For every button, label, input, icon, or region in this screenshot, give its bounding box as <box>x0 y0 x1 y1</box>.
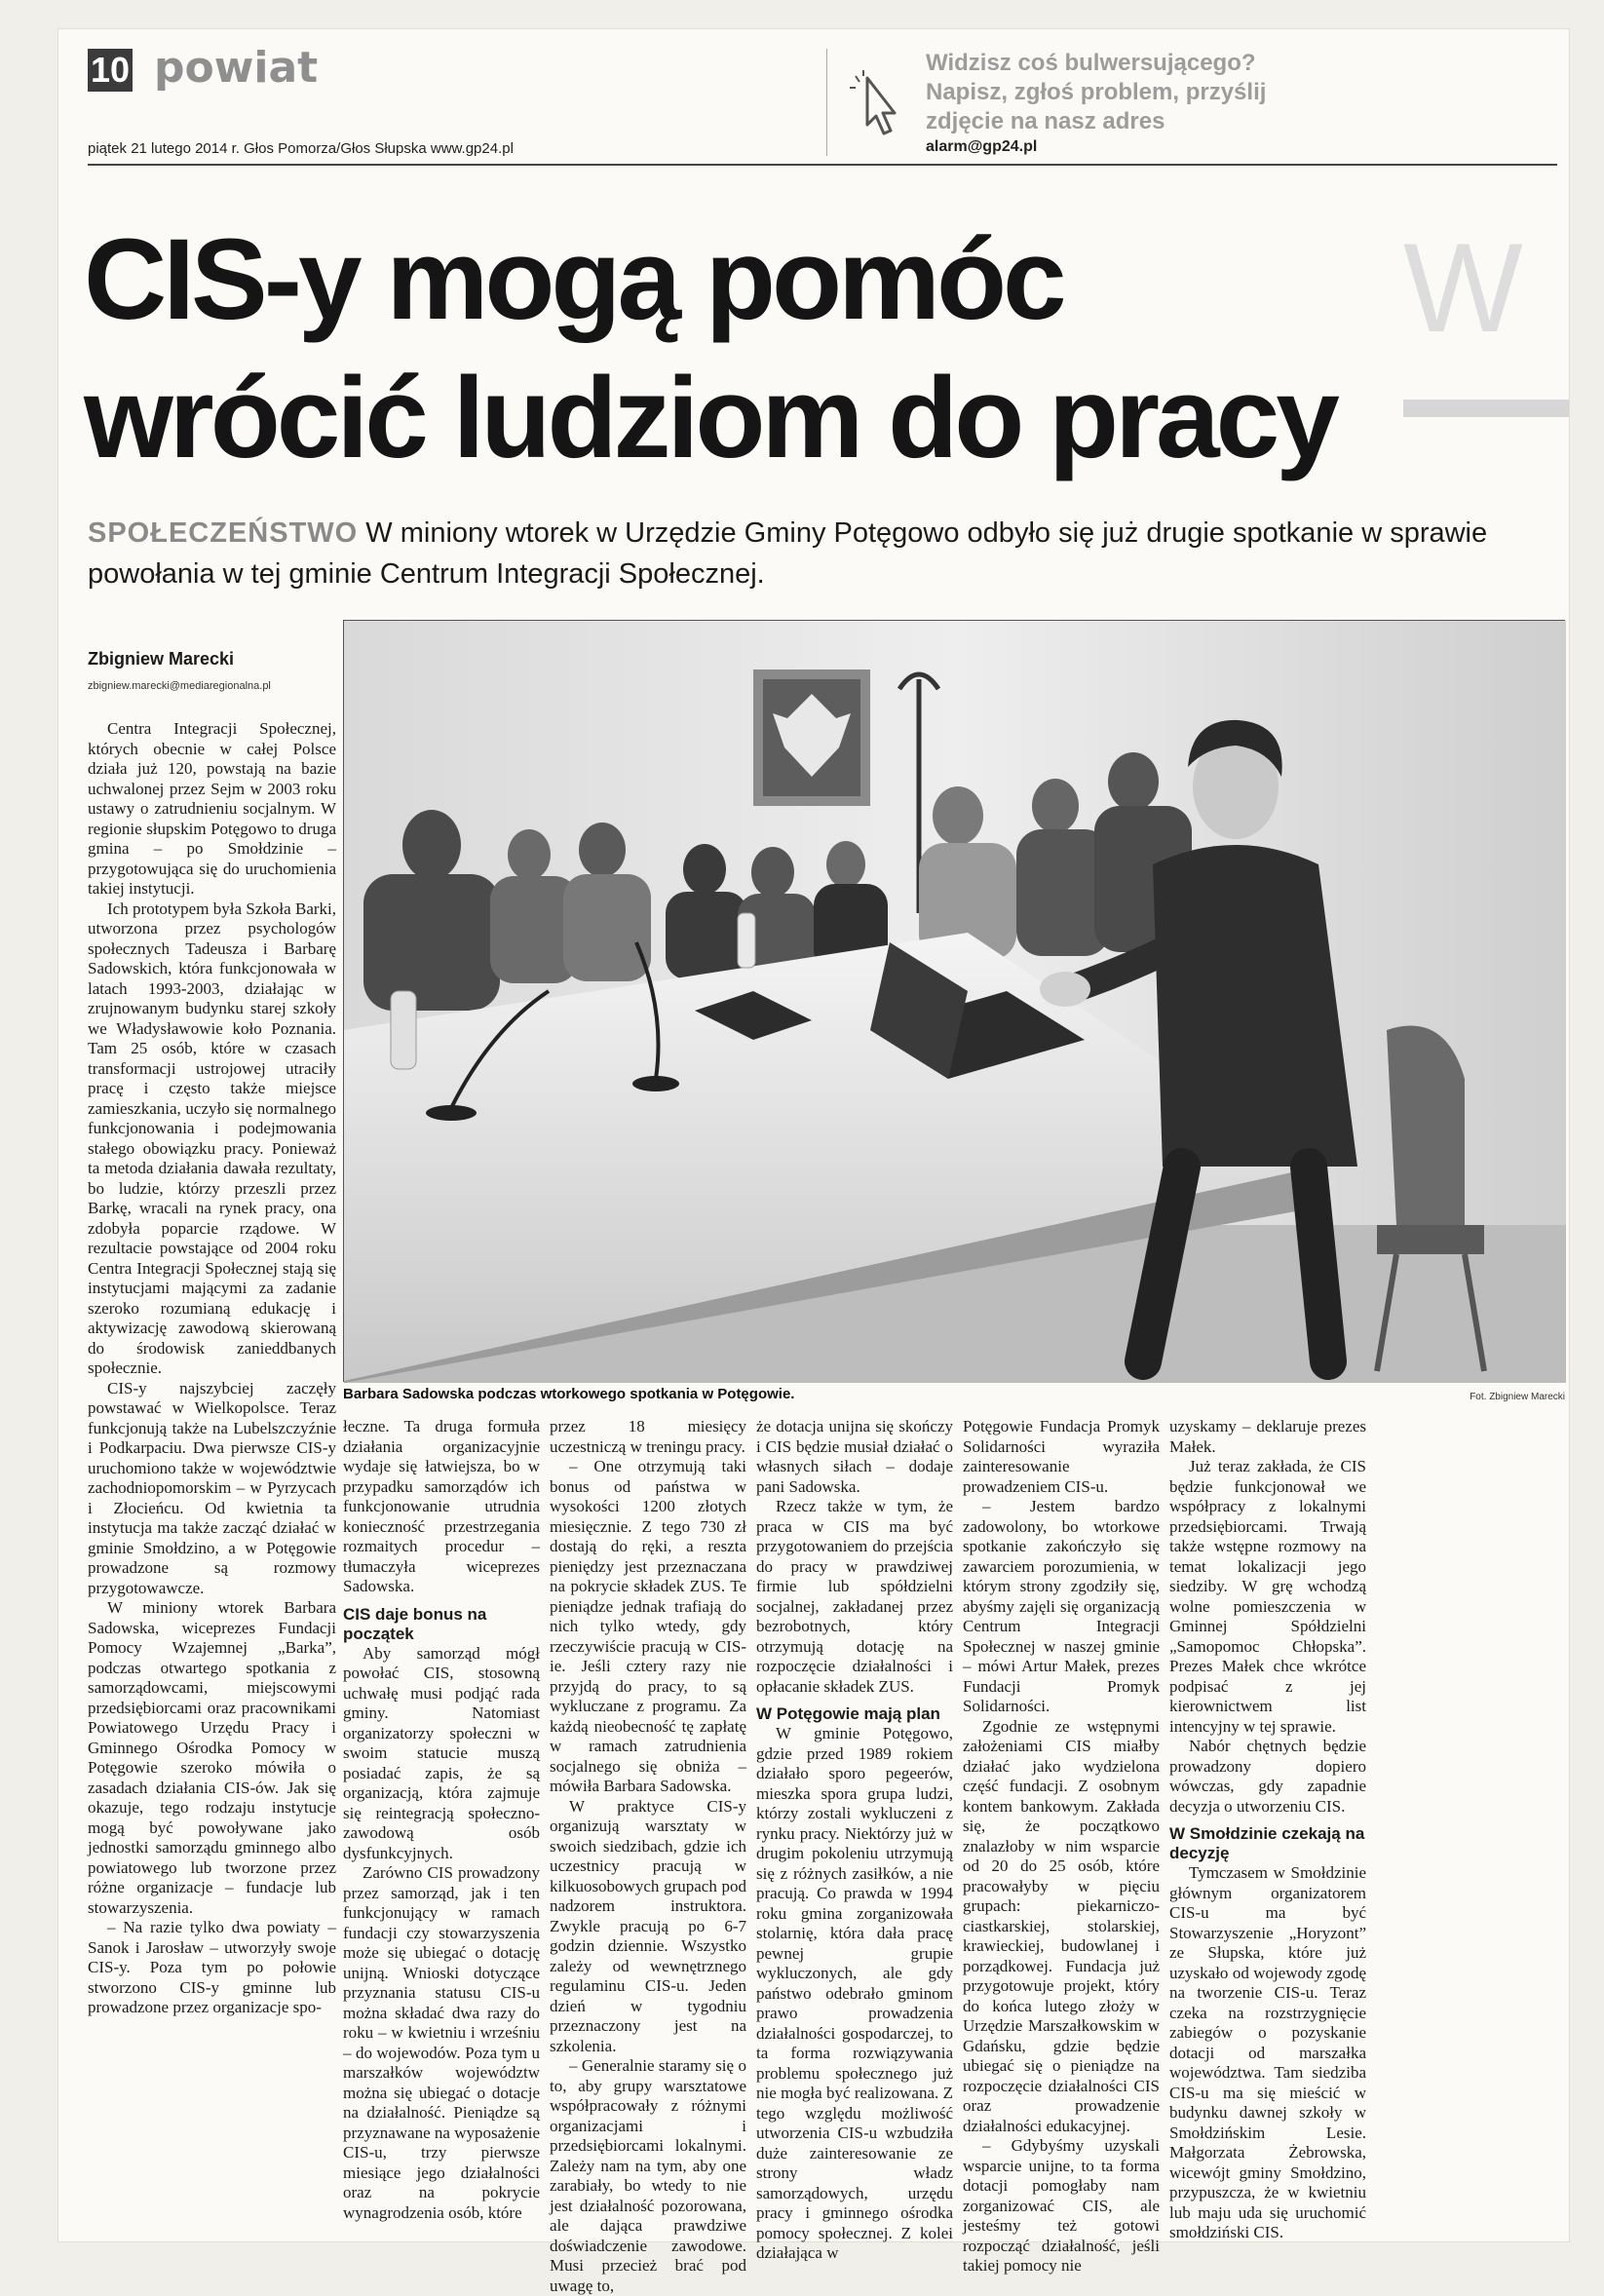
subheading: CIS daje bonus na początek <box>343 1604 487 1643</box>
article-lead <box>88 513 1491 594</box>
paragraph: że dotacja unijna się skończy i CIS będzie musiał działać o własnych siłach – dodaje pani Sadowska. <box>756 1417 953 1496</box>
paragraph: – Generalnie staramy się o to, aby grupy warsztatowe współpracowały z różnymi organizacjami i przedsiębiorcami lokalnymi. Zależy nam na tym, aby one zarabiały, bo wtedy to nie jest działalność pozorowana, ale dająca prawdziwe doświadczenie zawodowe. Musi przecież brać pod uwagę to, <box>550 2056 746 2295</box>
paragraph: Centra Integracji Społecznej, których obecnie w całej Polsce działa już 120, powstają na bazie uchwalonej przez Sejm w 2003 roku ustawy o zatrudnieniu socjalnym. W regionie słupskim Potęgowo to druga gmina – po Smołdzinie – przygotowująca się do uruchomienia takiej instytucji. <box>88 719 336 898</box>
paragraph: Aby samorząd mógł powołać CIS, stosowną uchwałę musi podjąć rada gminy. Natomiast organizatorzy społeczni w swoim statucie muszą posiadać zapis, że są organizacją, która zajmuje się reintegracją społeczno-zawodową osób dysfunkcyjnych. <box>343 1643 540 1862</box>
photo-caption: Barbara Sadowska podczas wtorkowego spotkania w Potęgowie. <box>343 1386 795 1402</box>
section-title: powiat <box>154 43 319 93</box>
paragraph: – Na razie tylko dwa powiaty – Sanok i Jarosław – utworzyły swoje CIS-y. Poza tym po połowie stworzono CIS-y gminne lub prowadzone przez organizacje spo- <box>88 1918 336 2016</box>
alarm-email[interactable]: alarm@gp24.pl <box>926 138 1038 155</box>
paragraph: łeczne. Ta druga formuła działania organizacyjnie wydaje się łatwiejsza, bo w przypadku samorządów ich funkcjonowanie utrudnia konieczność przestrzegania rozmaitych procedur – tłumaczyła wiceprezes Sadowska. <box>343 1417 540 1595</box>
subheading: W Potęgowie mają plan <box>756 1704 940 1723</box>
article-photo <box>343 620 1565 1382</box>
article-column-6 <box>1169 1417 1366 2241</box>
dateline: piątek 21 lutego 2014 r. Głos Pomorza/Głos Słupska www.gp24.pl <box>88 140 514 157</box>
page-number: 10 <box>88 49 133 92</box>
paragraph: – Jestem bardzo zadowolony, bo wtorkowe spotkanie zakończyło się zawarciem porozumienia, w którym strony zgodziły się, abyśmy zajęli się organizacją Centrum Integracji Społecznej w naszej gminie – mówi Artur Małek, prezes Fundacji Promyk Solidarności. <box>963 1497 1160 1715</box>
paragraph: Rzecz także w tym, że praca w CIS ma być przygotowaniem do przejścia do pracy w prawdziwej firmie lub spółdzielni socjalnej, zakładanej przez bezrobotnych, który otrzymują dotację na rozpoczęcie działalności i opłacanie składek ZUS. <box>756 1497 953 1696</box>
paragraph: – Gdybyśmy uzyskali wsparcie unijne, to ta forma dotacji pomogłaby nam zorganizować CIS, ale jesteśmy też gotowi rozpocząć działalność, jeśli takiej pomocy nie <box>963 2136 1160 2275</box>
cursor-arrow-icon <box>854 72 908 136</box>
masthead-divider <box>826 49 827 156</box>
paragraph: Zarówno CIS prowadzony przez samorząd, jak i ten funkcjonujący w ramach fundacji czy stowarzyszenia może się ubiegać o dotację unijną. Wnioski dotyczące przyznania statusu CIS-u można składać dwa razy do roku – w kwietniu i wrześniu – do wojewodów. Poza tym u marszałków województw można się ubiegać o dotacje na działalność. Pieniądze są przyznawane na wyposażenie CIS-u, trzy pierwsze miesiące jego działalności oraz na pokrycie wynagrodzenia osób, które <box>343 1863 541 2222</box>
article-headline: CIS-y mogą pomóc wrócić ludziom do pracy <box>84 215 1336 482</box>
ghost-strip <box>1403 400 1569 417</box>
article-column-3 <box>550 1417 746 2295</box>
alarm-prompt: Widzisz coś bulwersującego? Napisz, zgłoś problem, przyślij zdjęcie na nasz adres <box>926 50 1267 134</box>
header-rule <box>88 164 1557 166</box>
paragraph: CIS-y najszybciej zaczęły powstawać w Wielkopolsce. Teraz funkcjonują także na Lubelszczyźnie i Podkarpaciu. Dwa pierwsze CIS-y uruchomiono także w województwie zachodniopomorskim – w Pyrzycach i Złocieńcu. Od kwietnia ta instytucja ma także zacząć działać w gminie Smołdzino, a w Potęgowie prowadzone są rozmowy przygotowawcze. <box>88 1378 336 1597</box>
newspaper-page <box>58 29 1569 2295</box>
paragraph: W gminie Potęgowo, gdzie przed 1989 rokiem działało sporo pegeerów, mieszka spora grupa ludzi, którzy zostali wykluczeni z rynku pracy. Niektórzy już w drugim pokoleniu utrzymują się z różnych zasiłków, a nie pracują. Co prawda w 1994 roku gmina zorganizowała stolarnię, która dała pracę pewnej grupie wykluczonych, ale gdy państwo odebrało gminom prawo prowadzenia działalności gospodarczej, to ta forma rozwiązywania problemu społecznego już nie mogła być realizowana. Z tego względu możliwość utworzenia CIS-u wzbudziła duże zainteresowanie ze strony władz samorządowych, urzędu pracy i gminnego ośrodka pomocy społecznej. Z kolei działająca w <box>756 1724 953 2262</box>
author-email[interactable]: zbigniew.marecki@mediaregionalna.pl <box>88 680 271 692</box>
lead-kicker: SPOŁECZEŃSTWO <box>88 517 359 549</box>
paragraph: W praktyce CIS-y organizują warsztaty w swoich siedzibach, gdzie ich uczestnicy pracują w kilkuosobowych grupach pod nadzorem instruktora. Zwykle pracują po 6-7 godzin dziennie. Wszystko zależy od wewnętrznego regulaminu CIS-u. Jeden dzień w tygodniu przeznaczony jest na szkolenia. <box>550 1796 746 2055</box>
article-column-1 <box>88 719 336 2235</box>
paragraph: Tymczasem w Smołdzinie głównym organizatorem CIS-u ma być Stowarzyszenie „Horyzont” ze Słupska, które już uzyskało od wojewody zgodę na tworzenie CIS-u. Teraz czeka na rozstrzygnięcie zabiegów o pozyskanie dotacji od marszałka województwa. Tam siedziba CIS-u ma się mieścić w budynku dawnej szkoły w Smołdzińskim Lesie. Małgorzata Żebrowska, wicewójt gminy Smołdzino, przypuszcza, że w kwietniu lub maju uda się uruchomić smołdziński CIS. <box>1169 1863 1366 2241</box>
ghost-letters: W <box>1403 216 1523 359</box>
paragraph: Już teraz zakłada, że CIS będzie funkcjonował we współpracy z lokalnymi przedsiębiorcami. Trwają także wstępne rozmowy na temat lokalizacji jego siedziby. W grę wchodzą wolne pomieszczenia w Gminnej Spółdzielni „Samopomoc Chłopska”. Prezes Małek chce wkrótce podpisać z jej kierownictwem list intencyjny w tej sprawie. <box>1169 1457 1366 1736</box>
article-column-4 <box>756 1417 953 2262</box>
paragraph: Zgodnie ze wstępnymi założeniami CIS miałby działać jako wydzielona część fundacji. Z osobnym kontem bankowym. Zakłada się, że początkowo znalazłoby w nim wsparcie od 20 do 25 osób, które pracowałyby w pięciu grupach: piekarniczo-ciastkarskiej, stolarskiej, krawieckiej, budowlanej i porządkowej. Fundacja już przygotowuje projekt, który do końca lutego złoży w Urzędzie Marszałkowskim w Gdańsku, gdzie będzie ubiegać się o pieniądze na rozpoczęcie działalności CIS oraz prowadzenie działalności edukacyjnej. <box>963 1716 1160 2135</box>
paragraph: Potęgowie Fundacja Promyk Solidarności wyraziła zainteresowanie prowadzeniem CIS-u. <box>963 1417 1160 1496</box>
subheading: W Smołdzinie czekają na decyzję <box>1169 1824 1365 1862</box>
adjacent-page-bleed <box>1403 214 1569 458</box>
paragraph: W miniony wtorek Barbara Sadowska, wiceprezes Fundacji Pomocy Wzajemnej „Barka”, podczas otwartego spotkania z samorządowcami, miejscowymi przedsiębiorcami oraz pracownikami Powiatowego Urzędu Pracy i Gminnego Ośrodka Pomocy w Potęgowie szeroko mówiła o zasadach działania CIS-ów. Jak się okazuje, tego rodzaju instytucje mogą być powoływane jako jednostki samorządu gminnego albo powiatowego lub tworzone przez różne organizacje – fundacje lub stowarzyszenia. <box>88 1598 336 1917</box>
author-name: Zbigniew Marecki <box>88 649 235 669</box>
article-column-7 <box>1376 1417 1563 2236</box>
lead-text: W miniony wtorek w Urzędzie Gminy Potęgowo odbyło się już drugie spotkanie w sprawie powołania w tej gminie Centrum Integracji Społecznej. <box>88 517 1488 590</box>
paragraph: Nabór chętnych będzie prowadzony dopiero wówczas, gdy zapadnie decyzja o utworzeniu CIS. <box>1169 1737 1366 1816</box>
paragraph: Ich prototypem była Szkoła Barki, utworzona przez psychologów społecznych Tadeusza i Barbarę Sadowskich, która funkcjonowała w latach 1993-2003, działając w zrujnowanym budynku starej szkoły we Władysławowie koło Poznania. Tam 25 osób, które w czasach transformacji ustrojowej utraciły pracę i często także miejsce zamieszkania, uczyło się normalnego funkcjonowania i podejmowania stałego obowiązku pracy. Ponieważ ta metoda działania dawała rezultaty, bo ludzie, którzy przeszli przez Barkę, wracali na rynek pracy, ona zdobyła poparcie rządowe. W rezultacie powstające od 2004 roku Centra Integracji Społecznej stają się instytucjami mającymi za zadanie szeroko rozumianą edukację i aktywizację zawodową skierowaną do środowisk zanieddbanych społecznie. <box>88 899 336 1377</box>
meeting-photo-image <box>344 621 1566 1383</box>
photo-credit: Fot. Zbigniew Marecki <box>1470 1392 1565 1402</box>
paragraph: przez 18 miesięcy uczestniczą w treningu pracy. <box>550 1417 746 1456</box>
article-column-2 <box>343 1417 540 2236</box>
paragraph: – One otrzymują taki bonus od państwa w wysokości 1200 złotych miesięcznie. Z tego 730 zł dostają do ręki, a reszta pieniędzy jest przeznaczana na pokrycie składek ZUS. Te pieniądze jednak trafiają do nich tylko wtedy, gdy rzeczywiście pracują w CIS-ie. Jeśli cztery razy nie przyjdą do pracy, to są wykluczane z programu. Za każdą nieobecność tę zapłatę w ramach zatrudnienia socjalnego się obniża – mówiła Barbara Sadowska. <box>550 1457 746 1795</box>
paragraph: uzyskamy – deklaruje prezes Małek. <box>1169 1417 1366 1456</box>
article-column-5 <box>963 1417 1160 2275</box>
